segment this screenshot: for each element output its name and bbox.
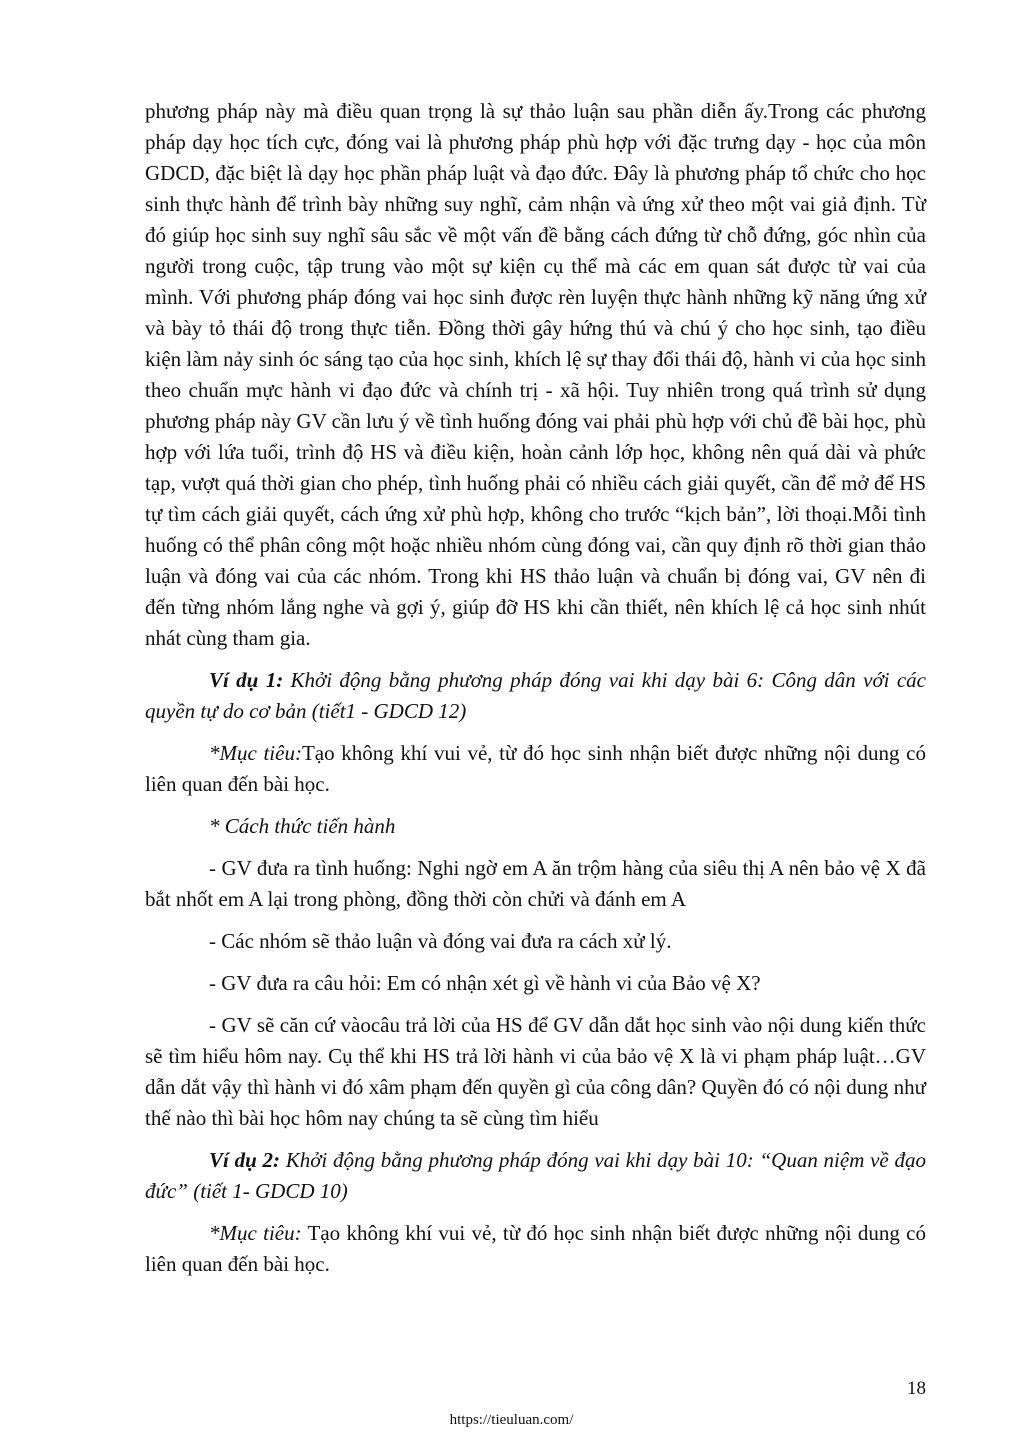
example-2-label: Ví dụ 2: bbox=[209, 1148, 280, 1172]
example-2-heading bbox=[145, 1145, 926, 1207]
example-1-label: Ví dụ 1: bbox=[209, 668, 284, 692]
example-1-step-4: - GV sẽ căn cứ vàocâu trả lời của HS để GV dẫn dắt học sinh vào nội dung kiến thức sẽ tìm hiểu hôm nay. Cụ thể khi HS trả lời hành vi của bảo vệ X là vi phạm pháp luật…GV dẫn dắt vậy thì hành vi đó xâm phạm đến quyền gì của công dân? Quyền đó có nội dung như thế nào thì bài học hôm nay chúng ta sẽ cùng tìm hiểu bbox=[145, 1013, 926, 1130]
example-1-step-3: - GV đưa ra câu hỏi: Em có nhận xét gì về hành vi của Bảo vệ X? bbox=[209, 971, 761, 995]
example-1-heading bbox=[145, 665, 926, 727]
example-1-goal-label: *Mục tiêu: bbox=[209, 741, 302, 765]
example-1-goal-text: Tạo không khí vui vẻ, từ đó học sinh nhận biết được những nội dung có liên quan đến bài học. bbox=[145, 741, 927, 796]
example-1-step-1: - GV đưa ra tình huống: Nghi ngờ em A ăn trộm hàng của siêu thị A nên bảo vệ X đã bắt nhốt em A lại trong phòng, đồng thời còn chửi và đánh em A bbox=[145, 856, 926, 911]
footer-url[interactable]: https://tieuluan.com/ bbox=[449, 1412, 574, 1428]
example-2-goal-text: Tạo không khí vui vẻ, từ đó học sinh nhận biết được những nội dung có liên quan đến bài học. bbox=[145, 1221, 926, 1276]
document-body bbox=[145, 96, 926, 1280]
example-2-description: Khởi động bằng phương pháp đóng vai khi dạy bài 10: “Quan niệm về đạo đức” (tiết 1- GDCD 10) bbox=[145, 1148, 926, 1203]
body-paragraph: phương pháp này mà điều quan trọng là sự thảo luận sau phần diễn ấy.Trong các phương pháp dạy học tích cực, đóng vai là phương pháp phù hợp với đặc trưng dạy - học của môn GDCD, đặc biệt là dạy học phần pháp luật và đạo đức. Đây là phương pháp tổ chức cho học sinh thực hành để trình bày những suy nghĩ, cảm nhận và ứng xử theo một vai giả định. Từ đó giúp học sinh suy nghĩ sâu sắc về một vấn đề bằng cách đứng từ chỗ đứng, góc nhìn của người trong cuộc, tập trung vào một sự kiện cụ thể mà các em quan sát được từ vai của mình. Với phương pháp đóng vai học sinh được rèn luyện thực hành những kỹ năng ứng xử và bày tỏ thái độ trong thực tiễn. Đồng thời gây hứng thú và chú ý cho học sinh, tạo điều kiện làm nảy sinh óc sáng tạo của học sinh, khích lệ sự thay đổi thái độ, hành vi của học sinh theo chuẩn mực hành vi đạo đức và chính trị - xã hội. Tuy nhiên trong quá trình sử dụng phương pháp này GV cần lưu ý về tình huống đóng vai phải phù hợp với chủ đề bài học, phù hợp với lứa tuổi, trình độ HS và điều kiện, hoàn cảnh lớp học, không nên quá dài và phức tạp, vượt quá thời gian cho phép, tình huống phải có nhiều cách giải quyết, cần để mở để HS tự tìm cách giải quyết, cách ứng xử phù hợp, không cho trước “kịch bản”, lời thoại.Mỗi tình huống có thể phân công một hoặc nhiều nhóm cùng đóng vai, cần quy định rõ thời gian thảo luận và đóng vai của các nhóm. Trong khi HS thảo luận và chuẩn bị đóng vai, GV nên đi đến từng nhóm lắng nghe và gợi ý, giúp đỡ HS khi cần thiết, nên khích lệ cả học sinh nhút nhát cùng tham gia. bbox=[145, 99, 926, 650]
example-1-description: Khởi động bằng phương pháp đóng vai khi dạy bài 6: Công dân với các quyền tự do cơ bản (tiết1 - GDCD 12) bbox=[145, 668, 926, 723]
example-1-step-2: - Các nhóm sẽ thảo luận và đóng vai đưa ra cách xử lý. bbox=[209, 929, 672, 953]
example-1-goal bbox=[145, 738, 926, 800]
example-2-goal-label: *Mục tiêu: bbox=[209, 1221, 302, 1245]
example-2-goal bbox=[145, 1218, 926, 1280]
example-1-method-heading: * Cách thức tiến hành bbox=[209, 814, 396, 838]
page-number: 18 bbox=[907, 1378, 926, 1399]
